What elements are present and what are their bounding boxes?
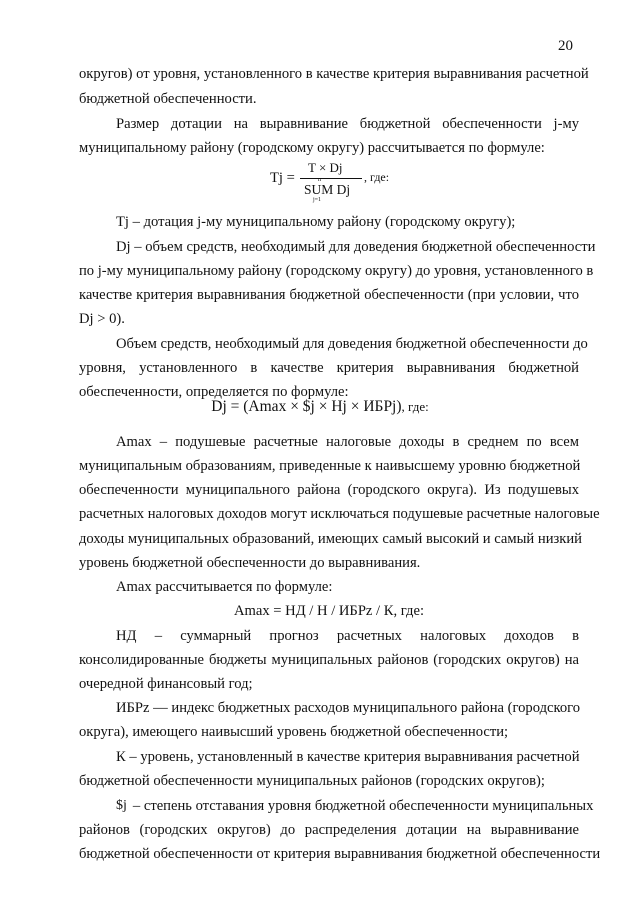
text-line: НД – суммарный прогноз расчетных налоговых доходов в — [116, 628, 579, 644]
text-line: Tj – дотация j-му муниципальному району (городскому округу); — [116, 214, 516, 230]
text-line: консолидированные бюджеты муниципальных районов (городских округов) на — [79, 652, 579, 668]
text-line: обеспеченности муниципального района (городского округа). Из подушевых — [79, 482, 579, 498]
text-line: – степень отставания уровня бюджетной обеспеченности муниципальных — [132, 798, 594, 814]
text-line: бюджетной обеспеченности муниципальных районов (городских округов); — [79, 773, 545, 789]
formula-dotation — [0, 160, 640, 208]
text-line: Размер дотации на выравнивание бюджетной обеспеченности j-му — [116, 116, 579, 132]
text-line: очередной финансовый год; — [79, 676, 253, 692]
text-line: по j-му муниципальному району (городскому округу) до уровня, установленного в — [79, 263, 594, 279]
text-line: районов (городских округов) до распределения дотации на выравнивание — [79, 822, 579, 838]
formula-amax: Amax = НД / Н / ИБРz / К, где: — [233, 603, 425, 619]
text-line: Объем средств, необходимый для доведения бюджетной обеспеченности до — [116, 336, 588, 352]
formula-suffix: , где: — [364, 170, 390, 184]
text-line: расчетных налоговых доходов могут исключаться подушевые расчетные налоговые — [79, 506, 600, 522]
text-line: доходы муниципальных образований, имеющих самый высокий и самый низкий — [79, 531, 582, 547]
fraction-bar — [300, 178, 362, 179]
formula-dj — [0, 398, 640, 416]
text-line: К – уровень, установленный в качестве критерия выравнивания расчетной — [116, 749, 580, 765]
text-line: муниципальным образованиям, приведенные к наивысшему уровню бюджетной — [79, 458, 581, 474]
text-line: качестве критерия выравнивания бюджетной обеспеченности (при условии, что — [79, 287, 579, 303]
page-number: 20 — [558, 38, 573, 54]
text-line: уровня, установленного в качестве критерия выравнивания бюджетной — [79, 360, 579, 376]
formula-numerator: T × Dj — [308, 160, 343, 175]
sum-upper-limit: n — [318, 177, 321, 183]
formula-lhs: Tj = — [270, 170, 295, 186]
text-line: округов) от уровня, установленного в качестве критерия выравнивания расчетной — [79, 66, 589, 82]
text-line: Dj > 0). — [79, 311, 125, 327]
formula-denominator: SUM Dj — [304, 182, 351, 197]
text-line: бюджетной обеспеченности от критерия выравнивания бюджетной обеспеченности — [79, 846, 601, 862]
sj-symbol: $j — [116, 798, 127, 813]
text-line: Dj – объем средств, необходимый для доведения бюджетной обеспеченности — [116, 239, 596, 255]
text-line: округа), имеющего наивысший уровень бюджетной обеспеченности; — [79, 724, 509, 740]
formula-suffix: , где: — [401, 399, 429, 414]
text-line: Amax рассчитывается по формуле: — [116, 579, 333, 595]
text-line: муниципальному району (городскому округу) рассчитывается по формуле: — [79, 140, 545, 156]
text-line-sj — [116, 796, 594, 816]
formula-dj-expr: Dj = (Amax × $j × Hj × ИБРj) — [211, 398, 402, 415]
text-line: уровень бюджетной обеспеченности до выравнивания. — [79, 555, 421, 571]
text-line: бюджетной обеспеченности. — [79, 91, 257, 107]
sum-lower-limit: j=1 — [313, 197, 322, 203]
text-line: Amax – подушевые расчетные налоговые доходы в среднем по всем — [116, 434, 579, 450]
text-line: ИБРz — индекс бюджетных расходов муниципального района (городского — [116, 700, 581, 716]
text-line: обеспеченности, определяется по формуле: — [79, 384, 349, 400]
